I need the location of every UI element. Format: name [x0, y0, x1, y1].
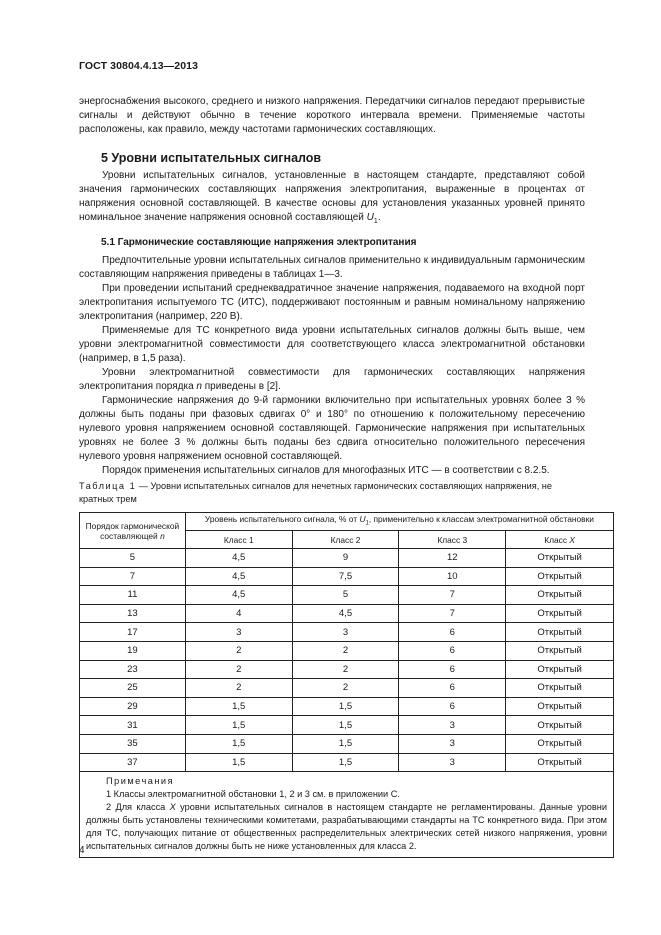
table-cell: 2 — [292, 679, 399, 698]
table-cell: 3 — [185, 623, 292, 642]
table-cell: 1,5 — [292, 697, 399, 716]
table-cell: Открытый — [506, 641, 614, 660]
table-cell: 7 — [399, 604, 506, 623]
table-cell: 2 — [292, 660, 399, 679]
table-cell: 4,5 — [185, 567, 292, 586]
table-row — [80, 623, 614, 642]
header-class-x: Класс X — [506, 531, 614, 549]
table-cell: 5 — [292, 586, 399, 605]
table-cell: 3 — [399, 734, 506, 753]
table-cell: 2 — [185, 660, 292, 679]
notes-heading: Примечания — [106, 776, 175, 787]
table-cell: Открытый — [506, 586, 614, 605]
section-5-paragraph: Уровни испытательных сигналов, установленные в настоящем стандарте, представляют собой значения гармонических составляющих напряжения электропитания, выраженные в процентах от напряжения основной составляющей. В качестве основы для установления указанных уровней принято номинальное значение напряжения основной составляющей $U_1$. — [79, 170, 585, 225]
table-row — [80, 660, 614, 679]
table-row — [80, 697, 614, 716]
paragraph-2: При проведении испытаний среднеквадратичное значение напряжения, подаваемого на входной порт электропитания испытуемого ТС (ИТС), поддерживают постоянным и равным номинальному напряжению электропитания (например, 220 В). — [79, 283, 585, 322]
table-cell: 1,5 — [292, 716, 399, 735]
table-cell: 23 — [80, 660, 186, 679]
table-cell: 9 — [292, 549, 399, 568]
table-cell: 37 — [80, 753, 186, 772]
table-cell: 3 — [399, 716, 506, 735]
table-cell: 7 — [399, 586, 506, 605]
paragraph-6: Порядок применения испытательных сигналов для многофазных ИТС — в соответствии с 8.2.5. — [102, 465, 550, 476]
table-cell: 13 — [80, 604, 186, 623]
table-cell: 1,5 — [185, 716, 292, 735]
table-cell: 1,5 — [185, 697, 292, 716]
table-cell: 6 — [399, 623, 506, 642]
table-cell: 10 — [399, 567, 506, 586]
note-1: 1 Классы электромагнитной обстановки 1, 2 и 3 см. в приложении С. — [106, 789, 400, 800]
table-1-caption: Таблица 1 — Уровни испытательных сигналов для нечетных гармонических составляющих напряжения, не кратных трем — [79, 481, 552, 504]
table-1 — [79, 512, 614, 858]
header-test-level-group: Уровень испытательного сигнала, % от $U_1$, применительно к классам электромагнитной обстановки — [185, 513, 613, 531]
document-header: ГОСТ 30804.4.13—2013 — [79, 60, 199, 72]
table-cell: 4 — [185, 604, 292, 623]
table-1-body — [80, 549, 614, 772]
header-class-2: Класс 2 — [292, 531, 399, 549]
table-cell: 31 — [80, 716, 186, 735]
table-cell: 7,5 — [292, 567, 399, 586]
table-cell: 5 — [80, 549, 186, 568]
table-row — [80, 567, 614, 586]
table-cell: 7 — [80, 567, 186, 586]
table-cell: 25 — [80, 679, 186, 698]
table-row — [80, 753, 614, 772]
table-cell: 17 — [80, 623, 186, 642]
table-cell: Открытый — [506, 604, 614, 623]
table-row — [80, 716, 614, 735]
section-5-1-body — [79, 254, 585, 478]
table-cell: Открытый — [506, 734, 614, 753]
section-5-1-title: 5.1 Гармонические составляющие напряжения электропитания — [101, 237, 417, 248]
table-cell: 29 — [80, 697, 186, 716]
page-number: 4 — [79, 845, 85, 856]
paragraph-4: Уровни электромагнитной совместимости для гармонических составляющих напряжения электропитания порядка n приведены в [2]. — [79, 367, 585, 392]
table-cell: 6 — [399, 697, 506, 716]
table-row — [80, 679, 614, 698]
table-cell: Открытый — [506, 679, 614, 698]
table-row — [80, 604, 614, 623]
table-row — [80, 549, 614, 568]
table-row — [80, 586, 614, 605]
table-cell: 1,5 — [185, 753, 292, 772]
table-row — [80, 641, 614, 660]
table-row — [80, 734, 614, 753]
section-5-title: 5 Уровни испытательных сигналов — [101, 151, 322, 165]
table-1-notes — [80, 772, 614, 858]
table-cell: 4,5 — [185, 549, 292, 568]
table-cell: 12 — [399, 549, 506, 568]
section-5-body — [79, 169, 585, 229]
table-cell: 2 — [185, 679, 292, 698]
table-cell: 1,5 — [185, 734, 292, 753]
header-harmonic-order: Порядок гармонической составляющей n — [80, 513, 186, 549]
table-cell: 3 — [399, 753, 506, 772]
header-class-1: Класс 1 — [185, 531, 292, 549]
table-cell: Открытый — [506, 753, 614, 772]
table-cell: 6 — [399, 660, 506, 679]
table-cell: 35 — [80, 734, 186, 753]
table-cell: Открытый — [506, 697, 614, 716]
paragraph-5: Гармонические напряжения до 9-й гармоники включительно при испытательных уровнях более 3 % должны быть поданы при фазовых сдвигах 0° и 180° по отношению к положительному пересечению нулевого уровня напряжением основной составляющей. Гармонические напряжения при испытательных уровнях не более 3 % должны быть поданы без сдвига относительно положительного пересечения нулевого уровня напряжением основной составляющей. — [79, 395, 585, 462]
intro-paragraph: энергоснабжения высокого, среднего и низкого напряжения. Передатчики сигналов передают прерывистые сигналы и действуют обычно в течение короткого интервала времени. Применяемые частоты расположены, как правило, между частотами гармонических составляющих. — [79, 96, 585, 135]
table-cell: 3 — [292, 623, 399, 642]
table-cell: Открытый — [506, 660, 614, 679]
table-cell: 4,5 — [185, 586, 292, 605]
table-cell: 4,5 — [292, 604, 399, 623]
paragraph-1: Предпочтительные уровни испытательных сигналов применительно к индивидуальным гармоническим составляющим напряжения приведены в таблицах 1—3. — [79, 255, 585, 280]
table-cell: Открытый — [506, 549, 614, 568]
table-cell: 1,5 — [292, 753, 399, 772]
table-cell: 1,5 — [292, 734, 399, 753]
table-cell: 11 — [80, 586, 186, 605]
table-cell: 19 — [80, 641, 186, 660]
note-2: 2 Для класса X уровни испытательных сигналов в настоящем стандарте не регламентированы. Данные уровни должны быть установлены техническими комитетами, разрабатывающими стандарты на ТС конкретного вида. При этом для ТС, получающих питание от общественных распределительных электрических сетей низкого напряжения, уровни испытательных сигналов должны быть не ниже установленных для класса 2. — [86, 802, 607, 852]
header-class-3: Класс 3 — [399, 531, 506, 549]
table-cell: Открытый — [506, 623, 614, 642]
table-cell: 2 — [185, 641, 292, 660]
table-cell: Открытый — [506, 567, 614, 586]
table-cell: 6 — [399, 641, 506, 660]
table-cell: 2 — [292, 641, 399, 660]
paragraph-3: Применяемые для ТС конкретного вида уровни испытательных сигналов должны быть выше, чем уровни электромагнитной совместимости для соответствующего класса электромагнитной обстановки (например, в 1,5 раза). — [79, 325, 585, 364]
table-cell: Открытый — [506, 716, 614, 735]
table-cell: 6 — [399, 679, 506, 698]
